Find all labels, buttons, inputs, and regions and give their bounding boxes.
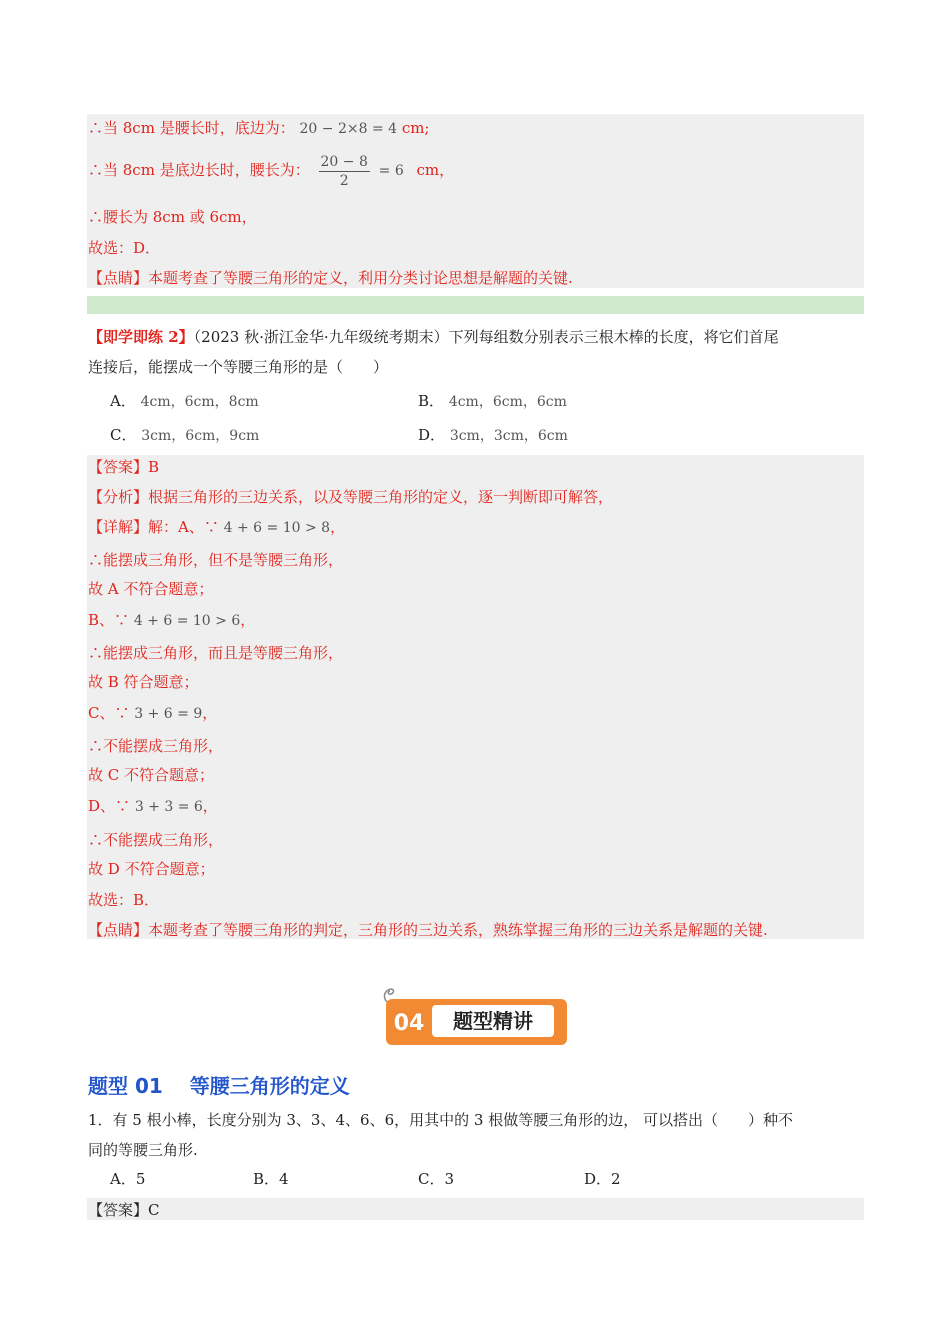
question-1-cont: 同的等腰三角形. xyxy=(88,1141,198,1159)
detail-d2: 故 D 不符合题意； xyxy=(88,860,215,878)
answer-line: 【答案】B xyxy=(88,458,160,476)
solution-line-2: ∴当 8cm 是底边长时，腰长为： $\frac{20 - 8}{2}$ = 6 cm， xyxy=(88,153,455,189)
detail-line: 【详解】解：A、∵ 4 + 6 = 10 > 8， xyxy=(88,518,346,536)
note-line-2: 【点睛】本题考查了等腰三角形的判定，三角形的三边关系，熟练掌握三角形的三边关系是解题的关键. xyxy=(88,921,768,939)
detail-b2: 故 B 符合题意； xyxy=(88,673,199,691)
analysis-line: 【分析】根据三角形的三边关系，以及等腰三角形的定义，逐一判断即可解答， xyxy=(88,488,614,506)
fraction: $\frac{20 - 8}{2}$ xyxy=(320,153,368,189)
q1-option-d: D．2 xyxy=(584,1170,621,1188)
option-c: C． 3cm，6cm，9cm xyxy=(110,426,260,444)
detail-a2: 故 A 不符合题意； xyxy=(88,580,214,598)
solution-block-1 xyxy=(87,114,864,288)
note-line-1: 【点睛】本题考查了等腰三角形的定义，利用分类讨论思想是解题的关键. xyxy=(88,269,573,287)
option-a: A． 4cm，6cm，8cm xyxy=(110,392,259,410)
q1-option-c: C．3 xyxy=(418,1170,455,1188)
option-d: D． 3cm，3cm，6cm xyxy=(418,426,568,444)
detail-c1: ∴不能摆成三角形， xyxy=(88,737,224,755)
exercise-tag: 【即学即练 2】 xyxy=(88,328,194,346)
exercise-question: 【即学即练 2】（2023 秋·浙江金华·九年级统考期末）下列每组数分别表示三根木棒的长度，将它们首尾 xyxy=(88,328,779,346)
solution-line-1: ∴当 8cm 是腰长时，底边为： 20 − 2×8 = 4 cm; xyxy=(88,119,430,137)
solution-line-4: 故选：D． xyxy=(88,239,161,257)
q1-answer: 【答案】C xyxy=(88,1201,160,1219)
q1-option-b: B．4 xyxy=(253,1170,289,1188)
badge-title: 题型精讲 xyxy=(453,1009,533,1033)
badge-number: 04 xyxy=(393,1011,425,1036)
detail-d1: ∴不能摆成三角形， xyxy=(88,831,224,849)
option-b: B． 4cm，6cm，6cm xyxy=(418,392,567,410)
math-expression: 20 − 2×8 = 4 xyxy=(299,121,398,137)
detail-a1: ∴能摆成三角形，但不是等腰三角形， xyxy=(88,551,344,569)
detail-b1: ∴能摆成三角形，而且是等腰三角形， xyxy=(88,644,344,662)
choose-line: 故选：B． xyxy=(88,891,160,909)
detail-c2: 故 C 不符合题意； xyxy=(88,766,215,784)
section-badge xyxy=(386,999,567,1045)
detail-b: B、∵ 4 + 6 = 10 > 6， xyxy=(88,611,256,629)
detail-c: C、∵ 3 + 6 = 9， xyxy=(88,704,218,722)
exercise-question-cont: 连接后，能摆成一个等腰三角形的是（ ） xyxy=(88,358,389,376)
q1-option-a: A．5 xyxy=(110,1170,146,1188)
section-title: 题型 01 等腰三角形的定义 xyxy=(88,1074,350,1098)
detail-d: D、∵ 3 + 3 = 6， xyxy=(88,797,218,815)
section-divider xyxy=(87,296,864,314)
question-1: 1．有 5 根小棒，长度分别为 3、3、4、6、6，用其中的 3 根做等腰三角形的边， 可以搭出（ ）种不 xyxy=(88,1111,793,1129)
solution-line-3: ∴腰长为 8cm 或 6cm， xyxy=(88,208,257,226)
answer-block xyxy=(87,1198,864,1220)
